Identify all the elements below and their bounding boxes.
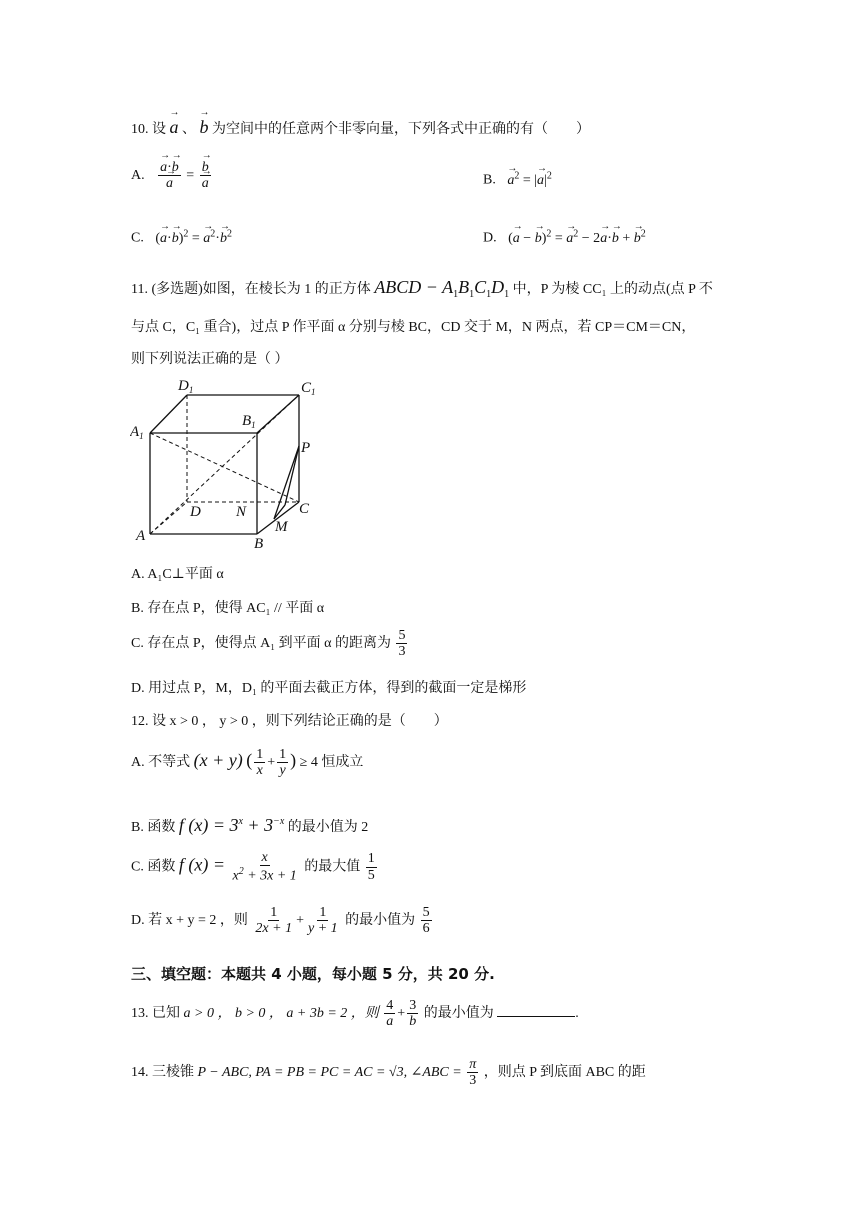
label-c1: $C_1$ [301,380,316,397]
q12-stem: 12. 设 x > 0 ， y > 0 ，则下列结论正确的是（ ） [131,714,448,729]
q14-stem: 14. 三棱锥 P − ABC, PA = PB = PC = AC = √3, ∠ABC = $\frac{\pi}{3}$ ，则点 P 到底面 ABC 的距 [131,1057,646,1089]
q12-option-b: B. 函数 f $(x) = 3^x + 3^{-x}$ 的最小值为 2 [131,815,369,835]
q10-option-c: C. (→ a·→ b)$^2$ = → $a^2\cdot\to b^2$ [131,228,232,247]
q11-line1: 11. (多选题)如图，在棱长为 1 的正方体 ABCD − $A_1B_1C_1D_1$ 中，P 为棱 CC₁ 上的动点(点 P 不 [131,277,713,300]
q11-option-a: A. A₁C⊥平面 α [131,567,224,582]
label-c: C [299,501,310,517]
cube-figure [130,374,330,554]
label-n: N [236,504,247,520]
q13-stem: 13. 已知 a > 0 ， b > 0 ， a + 3b = 2 ，则 $\frac{4}{a}$ + $\frac{3}{b}$ 的最小值为 . [131,998,579,1030]
label-b1: $B_1$ [242,413,256,430]
formula-d: (→ a − → b)$^2$ = → $a^2 - 2\to a\cdot\to b$ + → $b^2$ [508,231,646,246]
formula-q12c: $\frac{x}{x^2 + 3x + 1}$ [232,850,297,885]
edge-a1d1 [150,395,187,433]
q10-option-a: A. → a·→ b → a = → b → a [131,160,213,192]
label-d1: $D_1$ [178,378,194,395]
formula-c: (→ a·→ b)$^2$ = → $a^2\cdot\to b^2$ [155,231,232,246]
vector-a: → a [170,117,179,138]
section-3-heading: 三、填空题：本题共 4 小题，每小题 5 分，共 20 分. [131,965,495,983]
label-a1: $A_1$ [130,424,144,441]
vector-b: → b [200,117,209,138]
q10-option-d: D. (→ a − → b)$^2$ = → $a^2 - 2\to a\cdot\to b$ + → $b^2$ [483,228,646,247]
diagonal-a1c [150,433,299,502]
label-p: P [301,440,311,456]
label-b: B [254,536,264,552]
answer-blank[interactable] [497,1004,575,1017]
formula-a: → a·→ b → a [158,160,181,192]
q11-option-d: D. 用过点 P，M，D₁ 的平面去截正方体，得到的截面一定是梯形 [131,681,527,696]
formula-q12a: (x + y) [193,750,243,771]
q12-option-c: C. 函数 f (x) = $\frac{x}{x^2 + 3x + 1}$ 的最大值 $\frac{1}{5}$ [131,850,375,885]
label-m: M [275,519,288,535]
q11-line2: 与点 C，C₁ 重合)，过点 P 作平面 α 分别与棱 BC，CD 交于 M，N 两点，若 CP＝CM＝CN， [131,320,696,335]
label-a: A [136,528,146,544]
q12-option-d: D. 若 x + y = 2 ，则 $\frac{1}{2x + 1}$ + $\frac{1}{y + 1}$ 的最小值为 $\frac{5}{6}$ [131,905,430,937]
q11-option-c: C. 存在点 P，使得点 A₁ 到平面 α 的距离为 $\frac{5}{3}$ [131,628,406,660]
q10-stem: 10. 设 → a 、 → b 为空间中的任意两个非零向量，下列各式中正确的有（ ） [131,117,590,138]
q11-line3: 则下列说法正确的是（ ） [131,352,289,367]
q10-option-b: B. → $a^2$ = |→ $a|^2$ [483,170,552,189]
formula-q12d: $\frac{1}{2x + 1}$ [255,905,293,937]
q11-option-b: B. 存在点 P，使得 AC₁ // 平面 α [131,601,325,616]
formula-b: → $a^2$ = |→ $a|^2$ [507,173,552,188]
edge-pm [274,446,299,519]
label-d: D [190,504,201,520]
formula-q12b: f $(x) = 3^x + 3^{-x}$ [178,815,285,835]
q12-option-a: A. 不等式 (x + y) ( $\frac{1}{x}$ + $\frac{1}{y}$ ) ≥ 4 恒成立 [131,747,364,779]
